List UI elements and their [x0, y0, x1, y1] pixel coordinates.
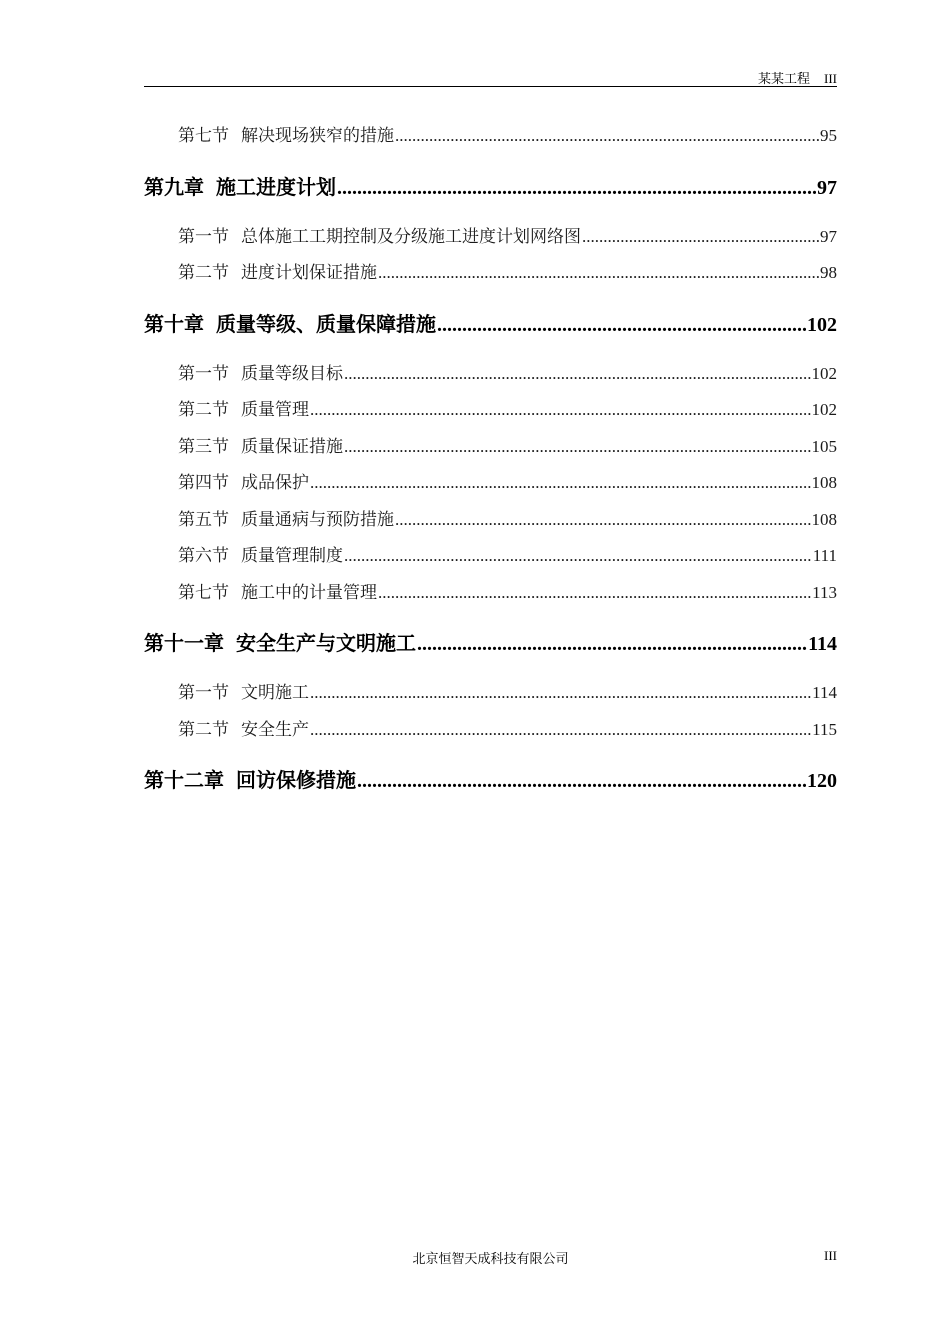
toc-chapter-entry[interactable]: [144, 625, 837, 661]
table-of-contents: [144, 118, 837, 812]
toc-entry-label: [178, 356, 343, 393]
toc-entry-number: 第二节: [178, 400, 229, 419]
toc-entry-number: 第九章: [144, 174, 204, 199]
toc-chapter-entry[interactable]: [144, 306, 837, 342]
toc-entry-page: 114: [812, 683, 837, 702]
toc-entry-number: 第一节: [178, 363, 229, 383]
toc-entry-number: 第三节: [178, 436, 229, 456]
toc-entry-title: 进度计划保证措施: [241, 263, 377, 282]
toc-entry-page: 102: [807, 313, 837, 336]
toc-dot-leader: [337, 170, 816, 206]
toc-chapter-entry[interactable]: [144, 169, 837, 205]
toc-entry-label: [178, 712, 309, 749]
toc-entry-number: 第七节: [178, 582, 229, 602]
toc-entry-number: 第二节: [178, 263, 229, 282]
toc-entry-title: 回访保修措施: [236, 768, 356, 792]
toc-entry-number: 第四节: [178, 473, 229, 492]
toc-section-entry[interactable]: [144, 465, 837, 502]
toc-dot-leader: [344, 538, 812, 575]
toc-entry-label: [178, 465, 309, 502]
toc-entry-title: 施工中的计量管理: [241, 582, 377, 602]
toc-dot-leader: [310, 712, 811, 749]
toc-entry-title: 安全生产: [241, 719, 309, 739]
toc-entry-label: [144, 169, 336, 205]
toc-entry-label: [178, 502, 394, 539]
toc-entry-page: 120: [807, 770, 837, 792]
toc-entry-title: 总体施工工期控制及分级施工进度计划网络图: [241, 226, 581, 246]
toc-entry-label: [178, 118, 394, 155]
toc-entry-page: 95: [820, 126, 837, 145]
toc-entry-label: [144, 625, 416, 661]
toc-entry-title: 质量等级目标: [241, 363, 343, 383]
toc-entry-number: 第十二章: [144, 768, 224, 792]
toc-entry-label: [178, 392, 309, 429]
toc-entry-label: [144, 762, 356, 798]
toc-entry-page: 111: [812, 546, 837, 565]
toc-entry-page: 114: [808, 633, 837, 655]
toc-entry-title: 质量保证措施: [241, 436, 343, 456]
toc-entry-title: 解决现场狭窄的措施: [241, 126, 394, 145]
toc-entry-page: 102: [811, 363, 837, 383]
toc-dot-leader: [310, 465, 811, 502]
toc-dot-leader: [395, 118, 819, 155]
toc-section-entry[interactable]: [144, 392, 837, 429]
toc-dot-leader: [582, 219, 819, 256]
toc-entry-page: 108: [811, 509, 837, 529]
toc-dot-leader: [437, 307, 806, 343]
toc-entry-title: 质量管理: [241, 400, 309, 419]
toc-dot-leader: [378, 255, 819, 292]
toc-entry-page: 97: [820, 226, 837, 246]
toc-dot-leader: [344, 429, 811, 466]
toc-section-entry[interactable]: [144, 502, 837, 539]
toc-dot-leader: [310, 392, 811, 429]
toc-entry-page: 97: [817, 176, 837, 199]
toc-section-entry[interactable]: [144, 118, 837, 155]
page-header: [144, 66, 837, 87]
toc-entry-title: 文明施工: [241, 683, 309, 702]
toc-entry-number: 第五节: [178, 509, 229, 529]
toc-section-entry[interactable]: [144, 712, 837, 749]
toc-entry-label: [144, 306, 436, 342]
footer-company: 北京恒智天成科技有限公司: [412, 1251, 569, 1266]
toc-section-entry[interactable]: [144, 356, 837, 393]
toc-entry-label: [178, 575, 377, 612]
header-page-number: III: [824, 71, 837, 86]
toc-entry-page: 98: [820, 263, 837, 282]
toc-dot-leader: [395, 502, 811, 539]
toc-entry-title: 质量等级、质量保障措施: [216, 311, 436, 336]
toc-dot-leader: [417, 626, 807, 662]
toc-entry-label: [178, 675, 309, 712]
toc-entry-label: [178, 429, 343, 466]
toc-entry-title: 质量通病与预防措施: [241, 509, 394, 529]
footer-page-number: III: [824, 1248, 837, 1263]
toc-dot-leader: [344, 356, 811, 393]
toc-entry-number: 第六节: [178, 546, 229, 565]
toc-entry-label: [178, 538, 343, 575]
toc-entry-number: 第七节: [178, 126, 229, 145]
toc-entry-number: 第十一章: [144, 631, 224, 655]
toc-entry-title: 成品保护: [241, 473, 309, 492]
toc-dot-leader: [357, 763, 806, 799]
toc-entry-number: 第一节: [178, 683, 229, 702]
header-project: 某某工程: [757, 71, 810, 86]
toc-section-entry[interactable]: [144, 429, 837, 466]
toc-section-entry[interactable]: [144, 538, 837, 575]
toc-section-entry[interactable]: [144, 575, 837, 612]
toc-dot-leader: [378, 575, 811, 612]
toc-entry-number: 第二节: [178, 719, 229, 739]
toc-entry-title: 质量管理制度: [241, 546, 343, 565]
toc-section-entry[interactable]: [144, 219, 837, 256]
toc-section-entry[interactable]: [144, 255, 837, 292]
toc-entry-page: 108: [811, 473, 837, 492]
toc-chapter-entry[interactable]: [144, 762, 837, 798]
toc-entry-page: 105: [811, 436, 837, 456]
toc-section-entry[interactable]: [144, 675, 837, 712]
toc-entry-number: 第十章: [144, 311, 204, 336]
toc-entry-number: 第一节: [178, 226, 229, 246]
toc-dot-leader: [310, 675, 811, 712]
toc-entry-page: 115: [812, 719, 837, 739]
page-footer: [144, 1248, 837, 1266]
toc-entry-label: [178, 219, 581, 256]
toc-entry-label: [178, 255, 377, 292]
toc-entry-page: 113: [812, 582, 837, 602]
header-right: [758, 68, 837, 87]
toc-entry-page: 102: [811, 400, 837, 419]
toc-entry-title: 安全生产与文明施工: [236, 631, 416, 655]
toc-entry-title: 施工进度计划: [216, 174, 336, 199]
